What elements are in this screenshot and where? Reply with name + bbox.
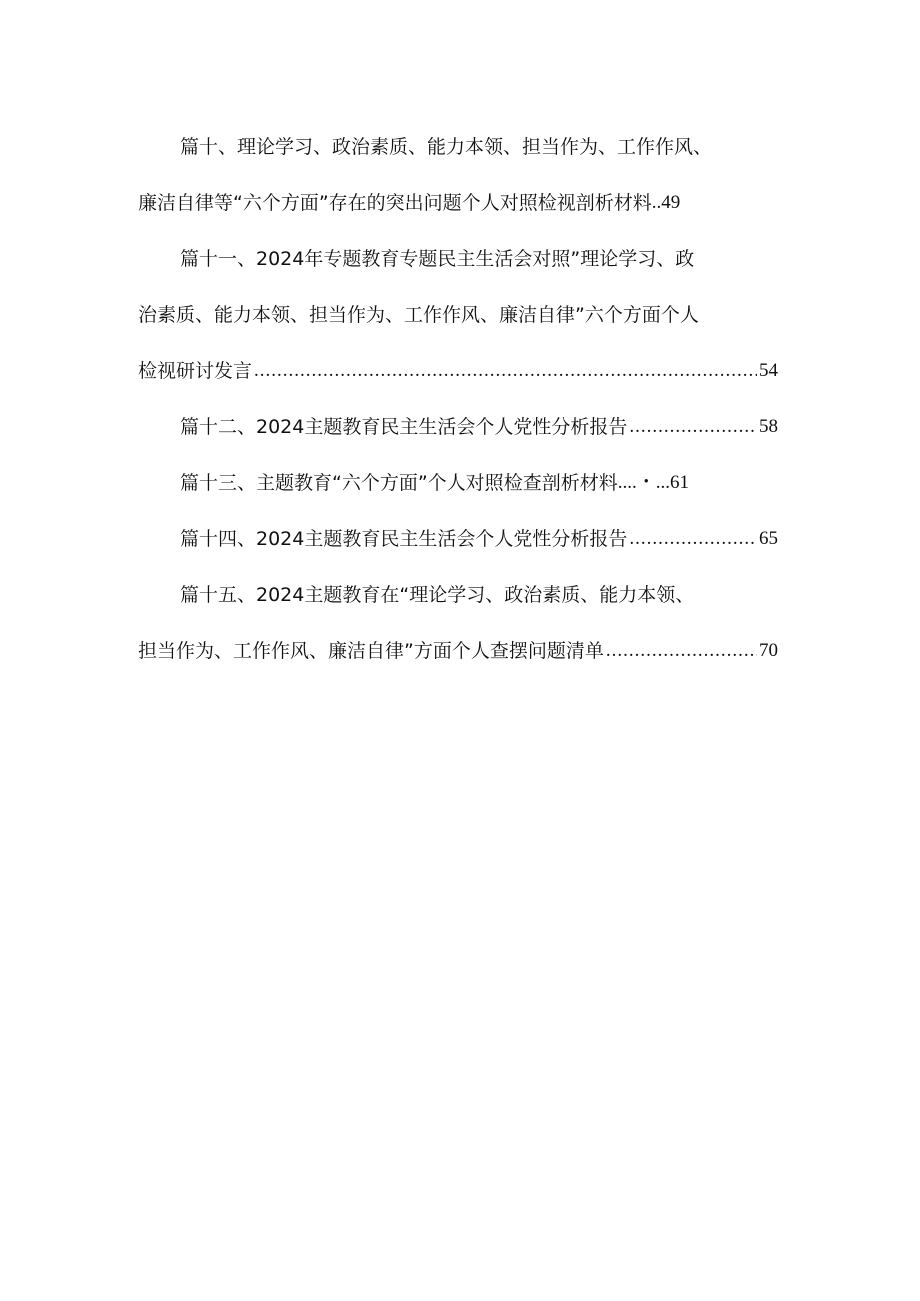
toc-page-number: 54 bbox=[759, 360, 778, 381]
toc-entry-text: 篇十五、2024主题教育在“理论学习、政治素质、能力本领、 bbox=[180, 584, 695, 606]
toc-entry-14[interactable] bbox=[138, 519, 778, 575]
toc-entry-text: 担当作为、工作作风、廉洁自律”方面个人查摆问题清单 bbox=[138, 640, 604, 662]
toc-entry-12[interactable] bbox=[138, 407, 778, 463]
toc-entry-11-line-2[interactable] bbox=[138, 295, 778, 351]
toc-leader bbox=[629, 519, 757, 559]
toc-entry-text: 篇十二、2024主题教育民主生活会个人党性分析报告 bbox=[180, 416, 628, 438]
toc-entry-11-line-3[interactable] bbox=[138, 351, 778, 407]
toc-entry-text: 廉洁自律等“六个方面”存在的突出问题个人对照检视剖析材料 bbox=[138, 192, 652, 214]
toc-leader bbox=[606, 631, 757, 671]
toc-entry-15-line-1[interactable] bbox=[138, 575, 778, 631]
toc-leader bbox=[254, 351, 757, 391]
toc-leader bbox=[629, 407, 757, 447]
toc-entry-13[interactable] bbox=[138, 463, 778, 519]
toc-leader: ....・... bbox=[617, 472, 670, 493]
toc-entry-text: 篇十、理论学习、政治素质、能力本领、担当作为、工作作风、 bbox=[180, 136, 713, 158]
toc-page-number: 61 bbox=[669, 472, 689, 493]
toc-entry-10-line-1[interactable] bbox=[138, 127, 778, 183]
toc-page-number: 49 bbox=[661, 192, 681, 213]
toc-page-number: 65 bbox=[759, 528, 778, 549]
toc-entry-text: 篇十一、2024年专题教育专题民主生活会对照”理论学习、政 bbox=[180, 248, 695, 270]
toc-leader: .. bbox=[651, 192, 662, 213]
toc-entry-text: 治素质、能力本领、担当作为、工作作风、廉洁自律”六个方面个人 bbox=[138, 304, 699, 326]
table-of-contents bbox=[138, 127, 778, 687]
toc-entry-text: 篇十四、2024主题教育民主生活会个人党性分析报告 bbox=[180, 528, 628, 550]
toc-entry-11-line-1[interactable] bbox=[138, 239, 778, 295]
toc-entry-10-line-2[interactable] bbox=[138, 183, 778, 239]
toc-entry-text: 篇十三、主题教育“六个方面”个人对照检查剖析材料 bbox=[180, 472, 618, 494]
toc-page-number: 58 bbox=[759, 416, 778, 437]
toc-entry-text: 检视研讨发言 bbox=[138, 360, 253, 382]
toc-page-number: 70 bbox=[759, 640, 778, 661]
toc-entry-15-line-2[interactable] bbox=[138, 631, 778, 687]
